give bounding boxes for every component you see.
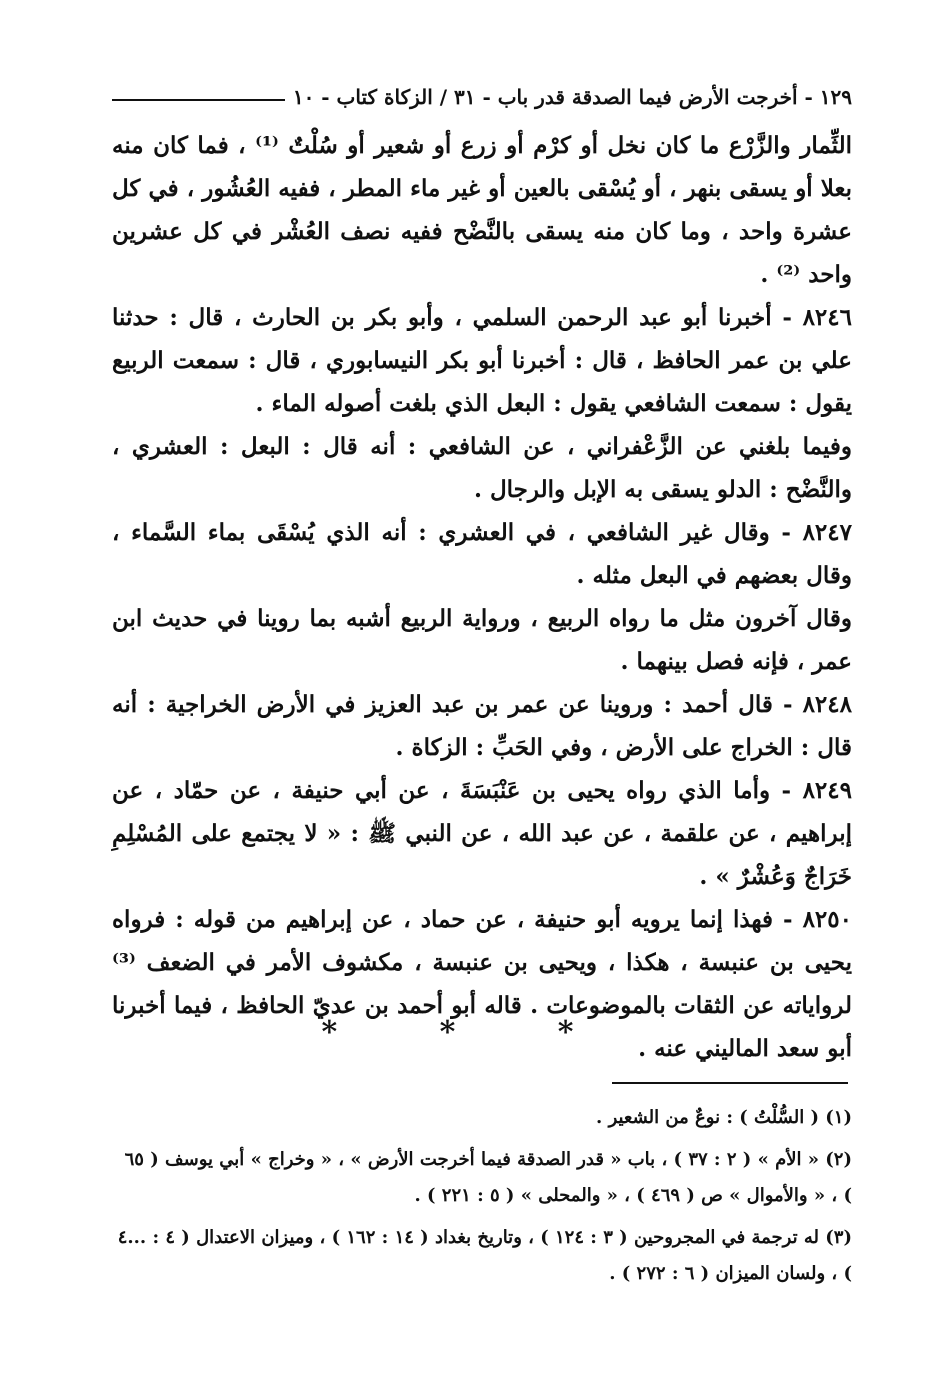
running-head-text: ١٢٩ - أخرجت الأرض فيما الصدقة قدر باب - ٣١ / الزكاة كتاب - ١٠	[292, 85, 852, 109]
paragraph: وفيما بلغني عن الزَّعْفراني ، عن الشافعي : أنه قال : البعل : العشري ، والنَّضْح : الدلو يسقى به الإبل والرجال .	[112, 433, 852, 503]
section-separator: * * *	[321, 1015, 620, 1050]
paragraph: وقال آخرون مثل ما رواه الربيع ، ورواية الربيع أشبه بما روينا في حديث ابن عمر ، فإنه فصل بينهما .	[112, 605, 852, 675]
footnotes	[112, 1100, 852, 1298]
paragraph-8247: ٨٢٤٧ - وقال غير الشافعي ، في العشري : أنه الذي يُسْقَى بماء السَّماء ، وقال بعضهم في البعل مثله .	[112, 519, 852, 589]
footnote-rule	[612, 1082, 848, 1084]
paragraph: الثِّمار والزَّرْع ما كان نخل أو كرْم أو زرع أو شعير أو سُلْتٌ ⁽¹⁾ ، فما كان منه بعلا أو يسقى بنهر ، أو يُسْقى بالعين أو غير ماء المطر ، ففيه العُشُور ، في كل عشرة واحد ، وما كان منه يسقى بالنَّضْح ففيه نصف العُشْر في كل عشرين واحد ⁽²⁾ .	[112, 132, 852, 288]
paragraph-8250: ٨٢٥٠ - فهذا إنما يرويه أبو حنيفة ، عن حماد ، عن إبراهيم من قوله : فرواه يحيى بن عنبسة ، هكذا ، ويحيى بن عنبسة ، مكشوف الأمر في الضعف ⁽³⁾ لرواياته عن الثقات بالموضوعات . قاله أبو أحمد بن عديّ الحافظ ، فيما أخبرنا أبو سعد الماليني عنه .	[112, 906, 852, 1062]
paragraph-8246: ٨٢٤٦ - أخبرنا أبو عبد الرحمن السلمي ، وأبو بكر بن الحارث ، قال : حدثنا علي بن عمر الحافظ ، قال : أخبرنا أبو بكر النيسابوري ، قال : سمعت الربيع يقول : سمعت الشافعي يقول : البعل الذي بلغت أصوله الماء .	[112, 304, 852, 417]
header-rule	[112, 99, 285, 101]
footnote-1: (١) ( السُّلْتُ ) : نوعٌ من الشعير .	[596, 1107, 852, 1128]
footnote-2: (٢) « الأم » ( ٢ : ٣٧ ) ، باب « قدر الصدقة فيما أخرجت الأرض » ، « وخراج » أبي يوسف ( ٦٥ ) ، « والأموال » ص ( ٤٦٩ ) ، « والمحلى » ( ٥ : ٢٢١ ) .	[124, 1149, 852, 1206]
paragraph-8249: ٨٢٤٩ - وأما الذي رواه يحيى بن عَنْبَسَةَ ، عن أبي حنيفة ، عن حمّاد ، عن إبراهيم ، عن علقمة ، عن عبد الله ، عن النبي ﷺ : « لا يجتمع على المُسْلِمِ خَرَاجٌ وَعُشْرٌ » .	[112, 777, 852, 890]
running-header	[112, 80, 852, 114]
paragraph-8248: ٨٢٤٨ - قال أحمد : وروينا عن عمر بن عبد العزيز في الأرض الخراجية : أنه قال : الخراج على الأرض ، وفي الحَبِّ : الزكاة .	[112, 691, 852, 761]
footnote-3: (٣) له ترجمة في المجروحين ( ٣ : ١٢٤ ) ، وتاريخ بغداد ( ١٤ : ١٦٢ ) ، وميزان الاعتدال ( ٤ : ...٤ ) ، ولسان الميزان ( ٦ : ٢٧٢ ) .	[117, 1227, 852, 1284]
main-text	[112, 124, 852, 1070]
